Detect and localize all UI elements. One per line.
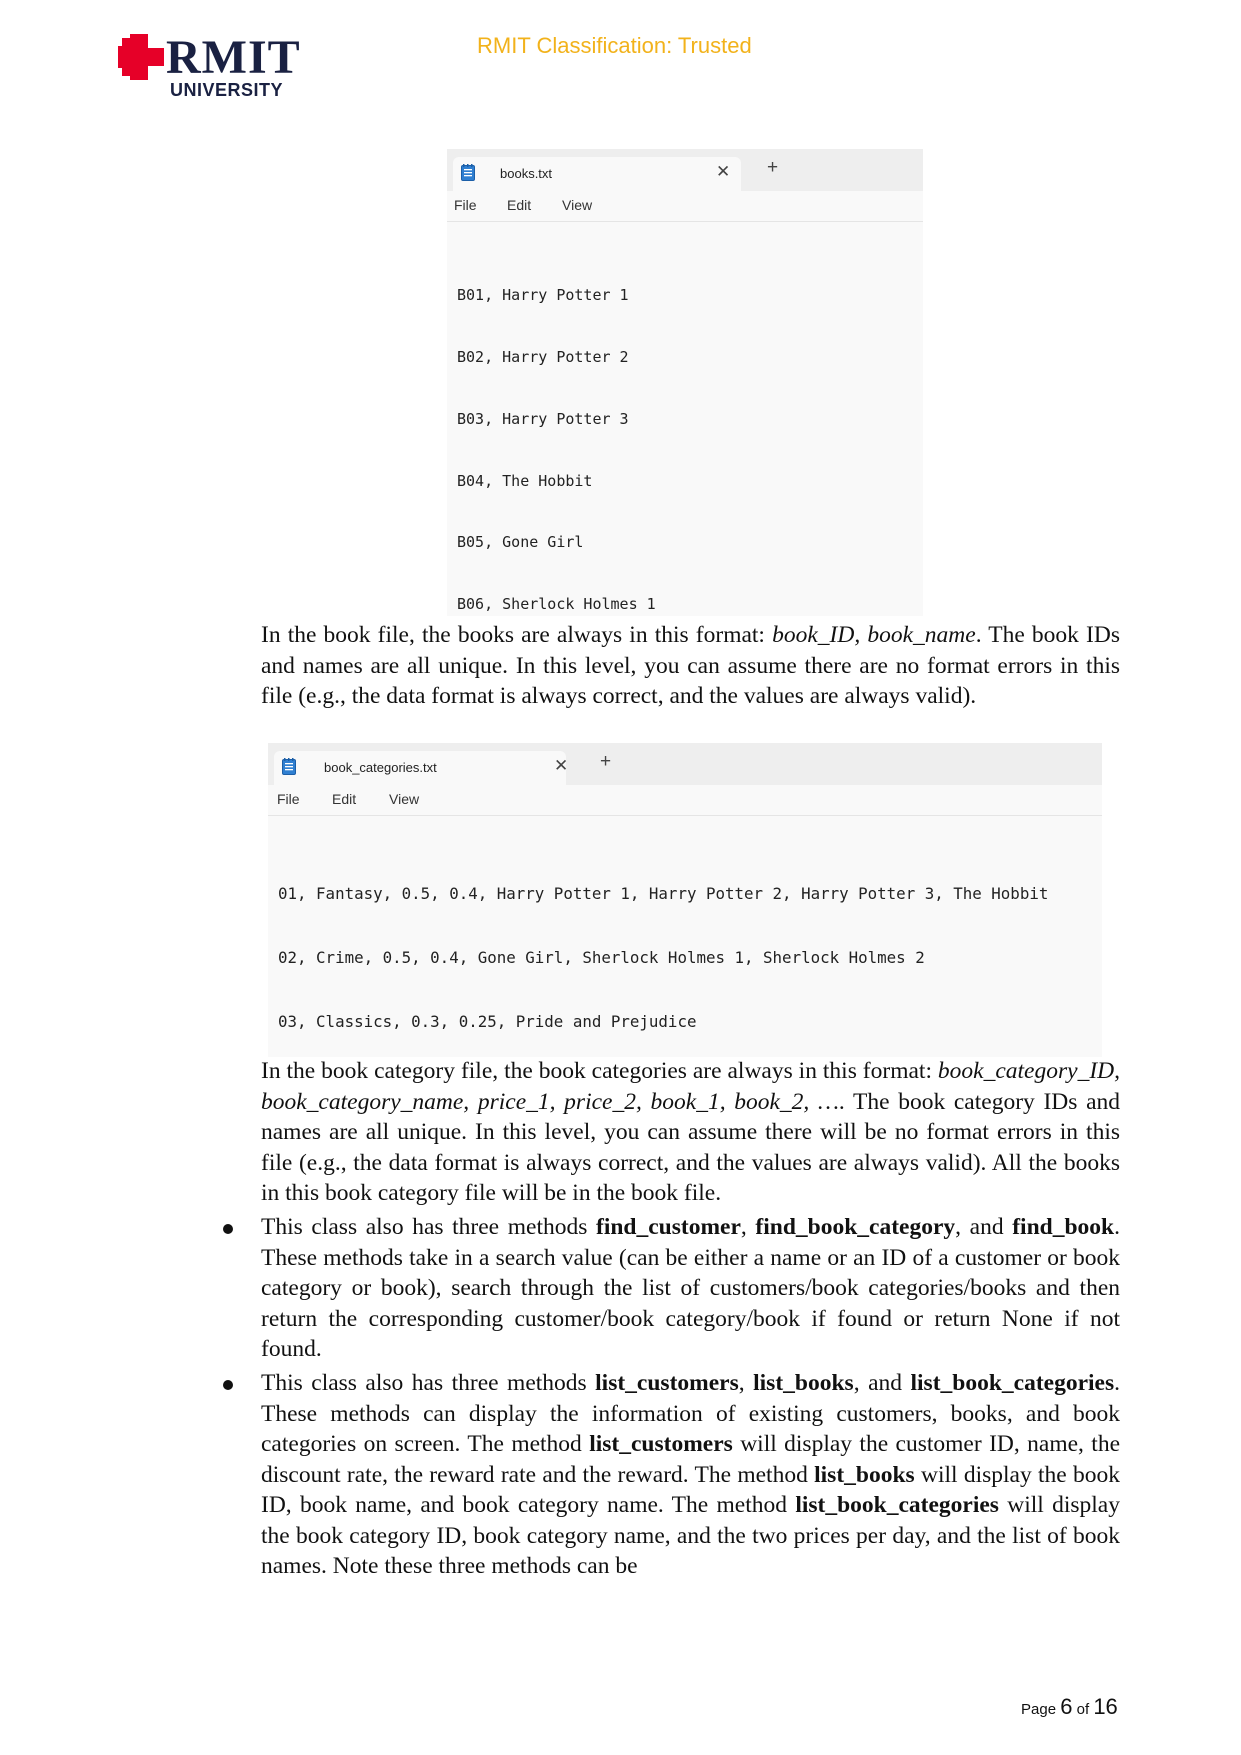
text-line: B01, Harry Potter 1 [457, 286, 629, 305]
method-name: list_customers [589, 1431, 733, 1457]
classification-label: RMIT Classification: Trusted [477, 33, 752, 58]
menu-file[interactable]: File [454, 197, 477, 213]
text-line: B05, Gone Girl [457, 533, 584, 552]
bullet-point-icon [223, 1380, 233, 1390]
text: will display the book ID, book name, and book category name. The method [261, 1461, 1120, 1518]
tab-title: book_categories.txt [324, 760, 437, 775]
text: , [738, 1370, 754, 1396]
tab-title: books.txt [500, 166, 553, 181]
menu-view[interactable]: View [562, 197, 593, 213]
tab-books-txt[interactable] [453, 157, 741, 191]
divider [268, 815, 1102, 816]
close-tab-icon[interactable]: ✕ [554, 756, 569, 775]
logo-subtitle: UNIVERSITY [170, 80, 284, 100]
text-line: B02, Harry Potter 2 [457, 347, 629, 366]
text: . These methods can display the information of existing customers, books, and book categories on screen. The method [261, 1370, 1120, 1457]
notepad-file-icon [461, 164, 475, 181]
text-line: 01, Fantasy, 0.5, 0.4, Harry Potter 1, Harry Potter 2, Harry Potter 3, The Hobbit [278, 884, 1049, 904]
page-label: Page [1021, 1701, 1061, 1718]
tab-book-categories-txt[interactable] [274, 751, 569, 785]
menu-file[interactable]: File [277, 791, 300, 807]
text: will display the customer ID, name, the discount rate, the reward rate and the reward. The method [261, 1431, 1121, 1488]
total-pages: 16 [1093, 1694, 1118, 1719]
method-name: list_books [814, 1461, 915, 1488]
tab-bar [447, 149, 923, 191]
of-label: of [1072, 1701, 1094, 1718]
close-tab-icon[interactable]: ✕ [716, 162, 731, 181]
menu-edit[interactable]: Edit [507, 197, 532, 213]
menu-edit[interactable]: Edit [332, 791, 357, 807]
text: . These methods take in a search value (can be either a name or an ID of a customer or book category or book), search through the list of customers/book categories/books and then return the corresponding customer/book category/book if found or return None if not found. [261, 1214, 1120, 1362]
text-content[interactable] [457, 244, 872, 616]
current-page: 6 [1060, 1694, 1073, 1719]
list-methods-paragraph [261, 1368, 1120, 1582]
text-line: B06, Sherlock Holmes 1 [457, 595, 656, 614]
text-line: B04, The Hobbit [457, 471, 593, 490]
text-content[interactable] [278, 841, 1048, 1057]
format-spec: book_category_ID, book_category_name, price_1, price_2, book_1, book_2, … [261, 1058, 1120, 1115]
method-name: list_book_categories [910, 1370, 1115, 1396]
method-name: list_book_categories [795, 1492, 999, 1518]
text-line: 03, Classics, 0.3, 0.25, Pride and Prejudice [278, 1011, 697, 1031]
text: In the book file, the books are always in this format: [261, 622, 773, 648]
tab-bar [268, 743, 1102, 785]
menu-bar [447, 191, 923, 221]
categories-notepad-window [268, 743, 1102, 1057]
text: This class also has three methods [261, 1214, 596, 1240]
menu-bar [268, 785, 1102, 815]
bullet-point-icon [223, 1224, 233, 1234]
notepad-file-icon [282, 758, 296, 775]
divider [447, 221, 923, 222]
text: , [740, 1214, 756, 1240]
text: , and [853, 1370, 911, 1396]
new-tab-icon[interactable]: + [600, 751, 612, 772]
text: , and [955, 1214, 1013, 1240]
books-notepad-window [447, 149, 923, 616]
new-tab-icon[interactable]: + [767, 157, 779, 178]
logo-wordmark: RMIT [166, 31, 301, 84]
categories-format-paragraph [261, 1056, 1120, 1209]
menu-view[interactable]: View [389, 791, 420, 807]
text: . The book category IDs and names are all unique. In this level, you can assume there will be no format errors in this file (e.g., the data format is always correct, and the values are always valid). All the books in this book category file will be in the book file. [261, 1088, 1120, 1206]
method-name: list_customers [595, 1370, 739, 1396]
text: . The book IDs and names are all unique. In this level, you can assume there are no format errors in this file (e.g., the data format is always correct, and the values are always valid). [261, 622, 1121, 709]
method-name: find_book [1012, 1214, 1115, 1240]
text: This class also has three methods [261, 1370, 596, 1396]
rmit-logo [118, 31, 308, 104]
rmit-pixel-logo-icon [118, 34, 164, 80]
method-name: find_book_category [755, 1214, 956, 1240]
text-line: B03, Harry Potter 3 [457, 409, 629, 428]
format-spec: book_ID, book_name [772, 622, 976, 648]
text: will display the book category ID, book category name, and the two prices per day, and the list of book names. Note these three methods can be [261, 1492, 1120, 1579]
method-name: list_books [753, 1370, 854, 1396]
find-methods-paragraph [261, 1212, 1120, 1365]
method-name: find_customer [596, 1214, 741, 1240]
text: In the book category file, the book categories are always in this format: [261, 1058, 938, 1084]
page-number [1021, 1694, 1118, 1720]
books-format-paragraph [261, 620, 1120, 712]
text-line: 02, Crime, 0.5, 0.4, Gone Girl, Sherlock Holmes 1, Sherlock Holmes 2 [278, 948, 925, 968]
